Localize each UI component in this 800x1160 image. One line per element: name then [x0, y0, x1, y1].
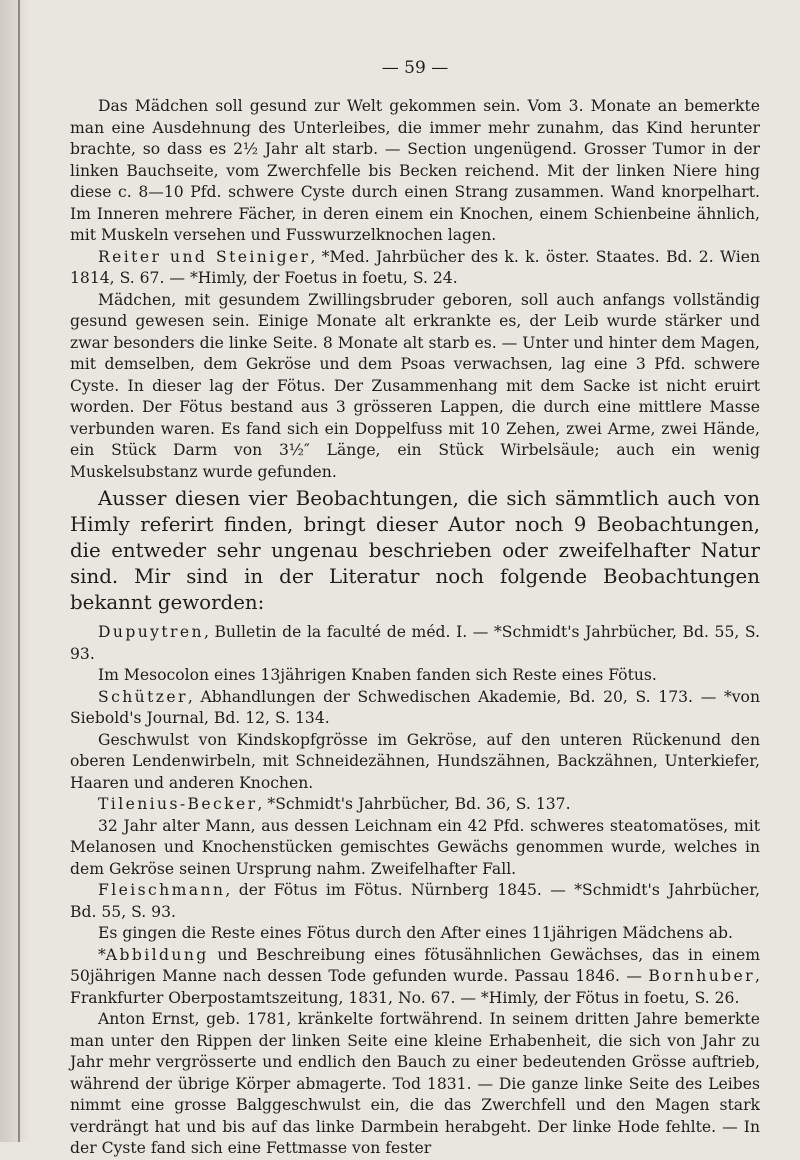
reference-author: Bornhuber [648, 967, 756, 985]
section-heading: Ausser diesen vier Beobachtungen, die sich sämmtlich auch von Himly referirt finden, bringt dieser Autor noch 9 Beobachtungen, die entweder sehr ungenau beschrieben oder zweifelhafter Natur sind. Mir sind in der Literatur noch folgende Beobachtungen bekannt geworden: [70, 487, 760, 614]
reference-reiter-steiniger [70, 247, 760, 290]
page-content [70, 58, 760, 1160]
reference-author: Tilenius-Becker [98, 795, 258, 813]
binding-edge-line [18, 0, 20, 1142]
reference-author: Schützer [98, 687, 188, 706]
reference-citation-end: , Frankfurter Oberpostamtszeitung, 1831, No. 67. — *Himly, der Fötus in foetu, S. 26. [70, 967, 760, 1007]
book-spine-shadow [0, 0, 30, 1142]
reference-dupuytren [70, 622, 760, 665]
reference-citation: , *Med. Jahrbücher des k. k. öster. Staates. Bd. 2. Wien 1814, S. 67. — *Himly, der Foetus in foetu, S. 24. [70, 247, 760, 287]
reference-citation: , Bulletin de la faculté de méd. I. — *Schmidt's Jahrbücher, Bd. 55, S. 93. [70, 623, 760, 663]
reference-citation: und Beschreibung eines fötusähnlichen Gewächses, das in einem 50jährigen Manne nach dessen Tode gefunden wurde. Passau 1846. — [70, 945, 760, 985]
page-number: — 59 — [381, 58, 449, 78]
reference-fleischmann [70, 880, 760, 923]
paragraph-case-twin-girl: Mädchen, mit gesundem Zwillingsbruder geboren, soll auch anfangs vollständig gesund gewesen sein. Einige Monate alt erkrankte es, der Leib wurde stärker und zwar besonders die linke Seite. 8 Monate alt starb es. — Unter und hinter dem Magen, mit demselben, dem Gekröse und dem Psoas verwachsen, lag eine 3 Pfd. schwere Cyste. In dieser lag der Fötus. Der Zusammenhang mit dem Sacke ist nicht eruirt worden. Der Fötus bestand aus 3 grösseren Lappen, die durch eine mittlere Masse verbunden waren. Es fand sich ein Doppelfuss mit 10 Zehen, zwei Arme, zwei Hände, ein Stück Darm von 3½″ Länge, ein Stück Wirbelsäule; auch ein wenig Muskelsubstanz wurde gefunden. [70, 290, 760, 481]
reference-citation: , Abhandlungen der Schwedischen Akademie, Bd. 20, S. 173. — *von Siebold's Journal, Bd. 12, S. 134. [70, 687, 760, 727]
reference-schuetzer [70, 687, 760, 730]
reference-author: Dupuytren [98, 623, 204, 641]
reference-author: Reiter und Steiniger [98, 247, 311, 266]
paragraph-anton-ernst: Anton Ernst, geb. 1781, kränkelte fortwährend. In seinem dritten Jahre bemerkte man unter den Rippen der linken Seite eine kleine Erhabenheit, die sich von Jahr zu Jahr mehr vergrösserte und endlich den Bauch zu einer bedeutenden Grösse auftrieb, während der übrige Körper abmagerte. Tod 1831. — Die ganze linke Seite des Leibes nimmt eine grosse Balggeschwulst ein, die das Zwerchfell und den Magen stark verdrängt hat und bis auf das linke Darmbein herabgeht. Der linke Hode fehlte. — In der Cyste fand sich eine Fettmasse von fester [70, 1010, 760, 1157]
paragraph-steatoma-man: 32 Jahr alter Mann, aus dessen Leichnam ein 42 Pfd. schweres steatomatöses, mit Melanosen und Knochenstücken gemischtes Gewächs genommen wurde, welches in dem Gekröse seinen Ursprung nahm. Zweifelhafter Fall. [70, 816, 760, 878]
reference-abbildung-bornhuber [70, 945, 760, 1010]
reference-citation: , der Fötus im Fötus. Nürnberg 1845. — *Schmidt's Jahrbücher, Bd. 55, S. 93. [70, 881, 760, 921]
paragraph-case-girl-cyst: Das Mädchen soll gesund zur Welt gekommen sein. Vom 3. Monate an bemerkte man eine Ausdehnung des Unterleibes, die immer mehr zunahm, das Kind herunter brachte, so dass es 2½ Jahr alt starb. — Section ungenügend. Grosser Tumor in der linken Bauchseite, vom Zwerchfelle bis Becken reichend. Mit der linken Niere hing diese c. 8—10 Pfd. schwere Cyste durch einen Strang zusammen. Wand knorpelhart. Im Inneren mehrere Fächer, in deren einem ein Knochen, einem Schienbeine ähnlich, mit Muskeln versehen und Fusswurzelknochen lagen. [70, 97, 760, 244]
reference-tilenius-becker [70, 794, 760, 816]
reference-citation: , *Schmidt's Jahrbücher, Bd. 36, S. 137. [257, 795, 571, 813]
paragraph-girl-remains: Es gingen die Reste eines Fötus durch den After eines 11jährigen Mädchens ab. [98, 924, 733, 942]
reference-asterisk: * [98, 945, 106, 964]
paragraph-mesocolon: Im Mesocolon eines 13jährigen Knaben fanden sich Reste eines Fötus. [98, 666, 657, 684]
reference-title-spaced: Abbildung [105, 945, 209, 964]
reference-author: Fleischmann [98, 881, 226, 899]
paragraph-kindskopf-tumor: Geschwulst von Kindskopfgrösse im Gekröse, auf den unteren Rückenund den oberen Lendenwirbeln, mit Schneidezähnen, Hundszähnen, Backzähnen, Unterkiefer, Haaren und anderen Knochen. [70, 730, 760, 792]
text-body [70, 96, 760, 1160]
